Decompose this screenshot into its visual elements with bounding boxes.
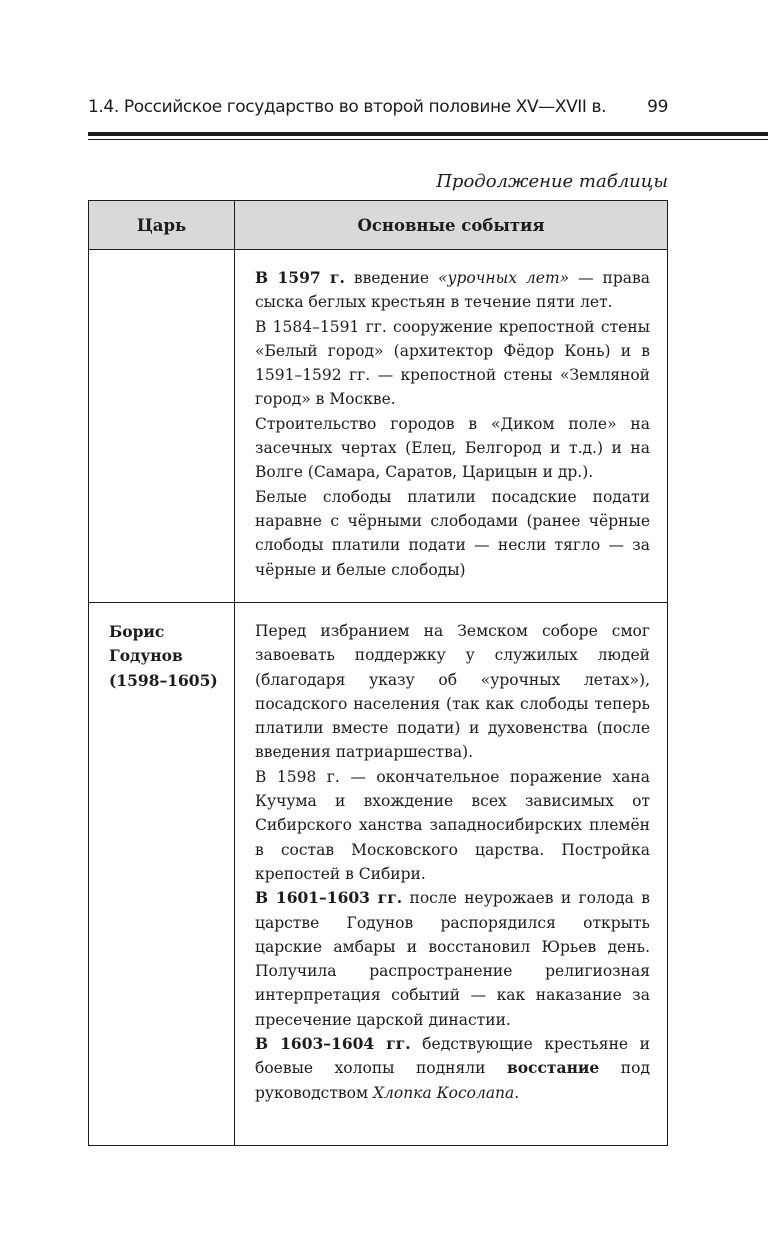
bold-text-run: восстание — [506, 1058, 600, 1078]
table-header-row — [89, 201, 668, 250]
continuation-label: Продолжение таблицы — [436, 171, 668, 192]
tsar-cell — [89, 250, 235, 603]
events-cell — [235, 603, 668, 1146]
bold-text-run: В 1597 г. — [255, 268, 345, 287]
tsar-name: Борис Годунов — [109, 622, 183, 666]
running-head — [88, 97, 668, 117]
table-row — [89, 250, 668, 603]
event-paragraph — [255, 266, 650, 315]
event-paragraph — [255, 1032, 650, 1105]
event-paragraph — [255, 886, 650, 1032]
text-run: В 1584–1591 гг. сооружение крепостной стены «Белый город» (архитектор Фёдор Конь) и в 1591–1592 гг. — крепостной стены «Земляной город» в Москве. — [255, 317, 650, 409]
tsar-cell — [89, 603, 235, 1146]
header-tsar: Царь — [89, 201, 235, 250]
events-table — [88, 200, 668, 1146]
italic-text-run: «урочных лет» — [438, 269, 570, 287]
text-run: — права сыска беглых крестьян в течение пяти лет. — [255, 269, 650, 312]
header-rule-thick — [88, 132, 768, 136]
text-run: Строительство городов в «Диком поле» на засечных чертах (Елец, Белгород и т.д.) и на Волге (Самара, Саратов, Царицын и др.). — [255, 414, 650, 482]
header-rule-thin — [88, 139, 768, 140]
events-cell — [235, 250, 668, 603]
table-row — [89, 603, 668, 1146]
running-title: 1.4. Российское государство во второй половине XV—XVII в. — [88, 97, 607, 117]
text-run: Перед избранием на Земском соборе смог завоевать поддержку у служилых людей (благодаря указу об «урочных летах»), посадского населения (так как слободы теперь платили вместе подати) и духовенства (после введения патриаршества). — [255, 622, 650, 762]
text-run: В 1598 г. — окончательное поражение хана Кучума и вхождение всех зависимых от Сибирского ханства западносибирских племён в состав Московского царства. Постройка крепостей в Сибири. — [255, 767, 650, 883]
text-run: введение — [344, 269, 439, 287]
event-paragraph — [255, 619, 650, 765]
header-events: Основные события — [235, 201, 668, 250]
text-run: после неурожаев и голода в царстве Годунов распорядился открыть царские амбары и восстановил Юрьев день. Получила распространение религиозная интерпретация событий — как наказание за пресечение царской династии. — [255, 889, 650, 1029]
italic-text-run: Хлопка Косолапа — [372, 1083, 515, 1102]
event-paragraph — [255, 485, 650, 582]
text-run: Белые слободы платили посадские подати наравне с чёрными слободами (ранее чёрные слободы платили подати — несли тягло — за чёрные и белые слободы) — [255, 487, 650, 579]
bold-text-run: В 1603–1604 гг. — [255, 1034, 411, 1054]
text-run: . — [514, 1083, 520, 1102]
bold-text-run: В 1601–1603 гг. — [255, 888, 403, 908]
text-run: под руководством — [255, 1059, 650, 1102]
event-paragraph — [255, 412, 650, 485]
event-paragraph — [255, 315, 650, 412]
page-number: 99 — [647, 97, 668, 117]
tsar-years: (1598–1605) — [109, 670, 218, 690]
event-paragraph — [255, 765, 650, 886]
text-run: бедствующие крестьяне и боевые холопы подняли — [255, 1035, 650, 1078]
